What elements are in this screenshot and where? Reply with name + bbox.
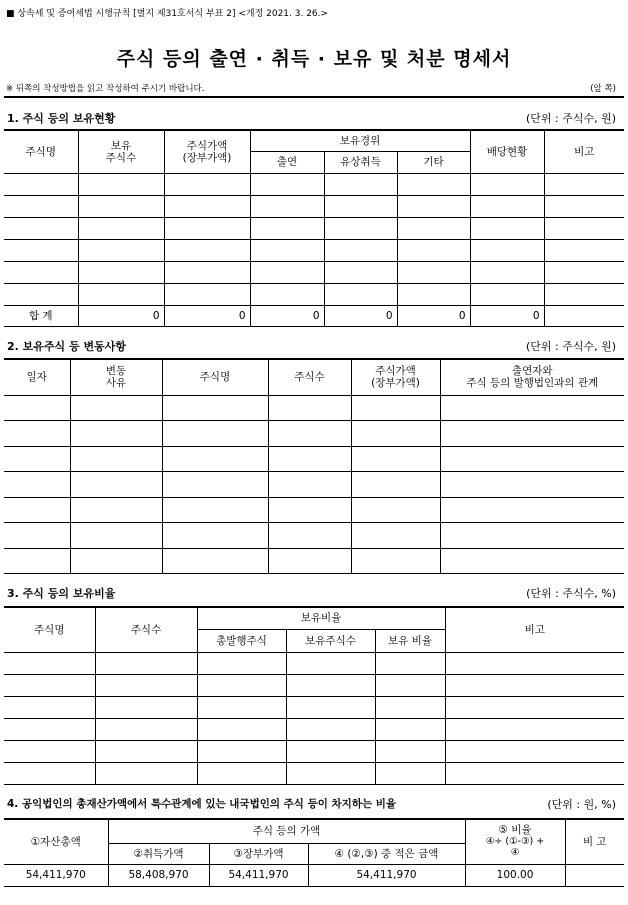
table-row [4,864,624,886]
total-label: 합 계 [4,305,78,326]
table-row [4,395,624,420]
empty-cell [351,446,440,471]
empty-cell [324,239,397,261]
empty-cell [375,740,445,762]
empty-cell [324,261,397,283]
empty-cell [286,762,375,784]
table-row [4,261,624,283]
ownership-ratio-table [4,606,624,785]
acquisition-value: 58,408,970 [108,864,209,886]
col-share-value: 주식가액 (장부가액) [164,130,250,173]
total-other: 0 [397,305,470,326]
empty-cell [70,497,162,522]
empty-cell [4,652,95,674]
section1-unit: (단위 : 주식수, 원) [525,112,616,125]
empty-cell [268,497,351,522]
empty-cell [465,819,565,864]
empty-cell [544,261,624,283]
empty-cell [4,420,70,446]
col-total-assets: ①자산총액 [4,819,108,864]
empty-cell [440,548,624,573]
table-row [4,696,624,718]
empty-cell [268,420,351,446]
col-book-value: ③장부가액 [209,843,308,864]
empty-cell [250,195,324,217]
col-date: 일자 [4,359,70,395]
empty-cell [4,497,70,522]
remarks-value [565,864,624,886]
col-shares: 주식수 [268,359,351,395]
empty-cell [164,173,250,195]
empty-cell [197,718,286,740]
col-acquisition-value: ②취득가액 [108,843,209,864]
col-stock-name: 주식명 [4,607,95,652]
empty-cell [95,740,197,762]
empty-cell [95,674,197,696]
table-row [4,173,624,195]
empty-cell [375,718,445,740]
empty-cell [4,283,78,305]
empty-cell [440,497,624,522]
empty-cell [78,261,164,283]
empty-cell [4,718,95,740]
empty-cell [324,173,397,195]
col-ownership-ratio: 보유비율 [197,607,445,629]
empty-cell [375,674,445,696]
empty-cell [375,652,445,674]
empty-cell [250,283,324,305]
table-row [4,195,624,217]
empty-cell [375,696,445,718]
empty-cell [440,420,624,446]
col-ratio-formula: ④÷ (①-③) + ④ [485,836,545,859]
col-other: 기타 [397,151,470,173]
empty-cell [397,261,470,283]
table-row [4,446,624,471]
table-row [4,283,624,305]
empty-cell [351,420,440,446]
empty-cell [440,395,624,420]
empty-cell [4,762,95,784]
empty-cell [440,446,624,471]
table-row [4,652,624,674]
col-ratio: ⑤ 비율 [498,824,532,837]
section3-unit: (단위 : 주식수, %) [526,587,616,600]
table-row [4,217,624,239]
empty-cell [544,305,624,326]
holdings-table [4,129,624,327]
empty-cell [4,239,78,261]
page-side: (앞 쪽) [590,84,616,94]
book-value: 54,411,970 [209,864,308,886]
empty-cell [397,217,470,239]
table-row [4,497,624,522]
table-row [4,420,624,446]
empty-cell [268,471,351,497]
col-paid-acquisition: 유상취득 [324,151,397,173]
page-title: 주식 등의 출연 · 취득 · 보유 및 처분 명세서 [116,48,512,70]
empty-cell [78,283,164,305]
empty-cell [70,420,162,446]
empty-cell [70,548,162,573]
empty-cell [351,395,440,420]
col-total-issued: 총발행주식 [197,629,286,652]
col-contribution: 출연 [250,151,324,173]
empty-cell [397,239,470,261]
col-shares: 주식수 [95,607,197,652]
empty-cell [250,173,324,195]
empty-cell [286,718,375,740]
empty-cell [95,718,197,740]
empty-cell [4,173,78,195]
empty-cell [95,762,197,784]
empty-cell [286,740,375,762]
empty-cell [164,217,250,239]
empty-cell [197,696,286,718]
empty-cell [445,674,624,696]
empty-cell [162,471,268,497]
empty-cell [268,446,351,471]
empty-cell [470,283,544,305]
col-stock-name: 주식명 [162,359,268,395]
empty-cell [4,674,95,696]
empty-cell [4,740,95,762]
empty-cell [351,471,440,497]
empty-cell [162,497,268,522]
empty-cell [78,217,164,239]
empty-cell [197,652,286,674]
empty-cell [445,762,624,784]
empty-cell [4,548,70,573]
empty-cell [470,239,544,261]
empty-cell [4,471,70,497]
empty-cell [324,217,397,239]
section3-title: 3. 주식 등의 보유비율 [7,587,116,600]
col-held-shares: 보유주식수 [286,629,375,652]
empty-cell [70,395,162,420]
empty-cell [286,696,375,718]
empty-cell [324,195,397,217]
table-row [4,718,624,740]
section1-title: 1. 주식 등의 보유현황 [7,112,116,125]
empty-cell [4,395,70,420]
empty-cell [197,740,286,762]
affiliate-ratio-table [4,818,624,887]
empty-cell [4,522,70,548]
empty-cell [440,522,624,548]
col-dividend: 배당현황 [470,130,544,173]
empty-cell [4,261,78,283]
total-assets-value: 54,411,970 [4,864,108,886]
empty-cell [397,283,470,305]
empty-cell [164,239,250,261]
empty-cell [164,195,250,217]
col-share-value: 주식 등의 가액 [108,819,465,843]
empty-cell [70,522,162,548]
col-lesser-amount: ④ (②,③) 중 적은 금액 [308,843,465,864]
empty-cell [197,762,286,784]
empty-cell [164,283,250,305]
section2-unit: (단위 : 주식수, 원) [525,340,616,353]
col-remarks: 비고 [544,130,624,173]
empty-cell [470,173,544,195]
col-remarks: 비고 [445,607,624,652]
empty-cell [351,522,440,548]
empty-cell [95,652,197,674]
col-share-value: 주식가액 (장부가액) [351,359,440,395]
empty-cell [4,217,78,239]
empty-cell [544,217,624,239]
empty-cell [70,471,162,497]
total-paid-acquisition: 0 [324,305,397,326]
empty-cell [78,239,164,261]
empty-cell [445,696,624,718]
empty-cell [197,674,286,696]
col-stock-name: 주식명 [4,130,78,173]
col-held-ratio: 보유 비율 [375,629,445,652]
empty-cell [324,283,397,305]
total-row [4,305,624,326]
empty-cell [375,762,445,784]
empty-cell [162,420,268,446]
total-shares: 0 [78,305,164,326]
empty-cell [78,195,164,217]
empty-cell [470,217,544,239]
table-row [4,548,624,573]
col-held-shares: 보유 주식수 [78,130,164,173]
empty-cell [95,696,197,718]
form-reference: ■ 상속세 및 증여세법 시행규칙 [별지 제31호서식 부표 2] <개정 2021. 3. 26.> [6,9,329,19]
empty-cell [162,446,268,471]
empty-cell [397,195,470,217]
header-rule [4,96,624,98]
total-dividend: 0 [470,305,544,326]
instruction-note: ※ 뒤쪽의 작성방법을 읽고 작성하여 주시기 바랍니다. [6,84,205,94]
empty-cell [544,283,624,305]
empty-cell [164,261,250,283]
empty-cell [250,261,324,283]
empty-cell [440,471,624,497]
lesser-amount: 54,411,970 [308,864,465,886]
table-row [4,740,624,762]
col-remarks: 비 고 [565,819,624,864]
ratio-value: 100.00 [465,864,565,886]
empty-cell [250,217,324,239]
section4-title: 4. 공익법인의 총재산가액에서 특수관계에 있는 내국법인의 주식 등이 차지하는 비율 [7,798,397,810]
empty-cell [268,522,351,548]
empty-cell [351,548,440,573]
empty-cell [268,548,351,573]
col-change-reason: 변동 사유 [70,359,162,395]
empty-cell [286,652,375,674]
section2-title: 2. 보유주식 등 변동사항 [7,340,126,353]
empty-cell [4,195,78,217]
empty-cell [445,718,624,740]
table-row [4,522,624,548]
total-contribution: 0 [250,305,324,326]
changes-table [4,358,624,574]
empty-cell [78,173,164,195]
empty-cell [351,497,440,522]
empty-cell [250,239,324,261]
empty-cell [445,740,624,762]
empty-cell [470,261,544,283]
empty-cell [544,195,624,217]
col-holding-history: 보유경위 [250,130,470,151]
empty-cell [162,548,268,573]
empty-cell [4,446,70,471]
empty-cell [397,173,470,195]
empty-cell [445,652,624,674]
total-value: 0 [164,305,250,326]
section4-unit: (단위 : 원, %) [547,798,616,811]
empty-cell [544,173,624,195]
table-row [4,471,624,497]
empty-cell [70,446,162,471]
table-row [4,762,624,784]
empty-cell [286,674,375,696]
empty-cell [544,239,624,261]
empty-cell [162,395,268,420]
table-row [4,674,624,696]
empty-cell [162,522,268,548]
empty-cell [470,195,544,217]
table-row [4,239,624,261]
empty-cell [4,696,95,718]
empty-cell [268,395,351,420]
col-relationship: 출연자와 주식 등의 발행법인과의 관계 [440,359,624,395]
